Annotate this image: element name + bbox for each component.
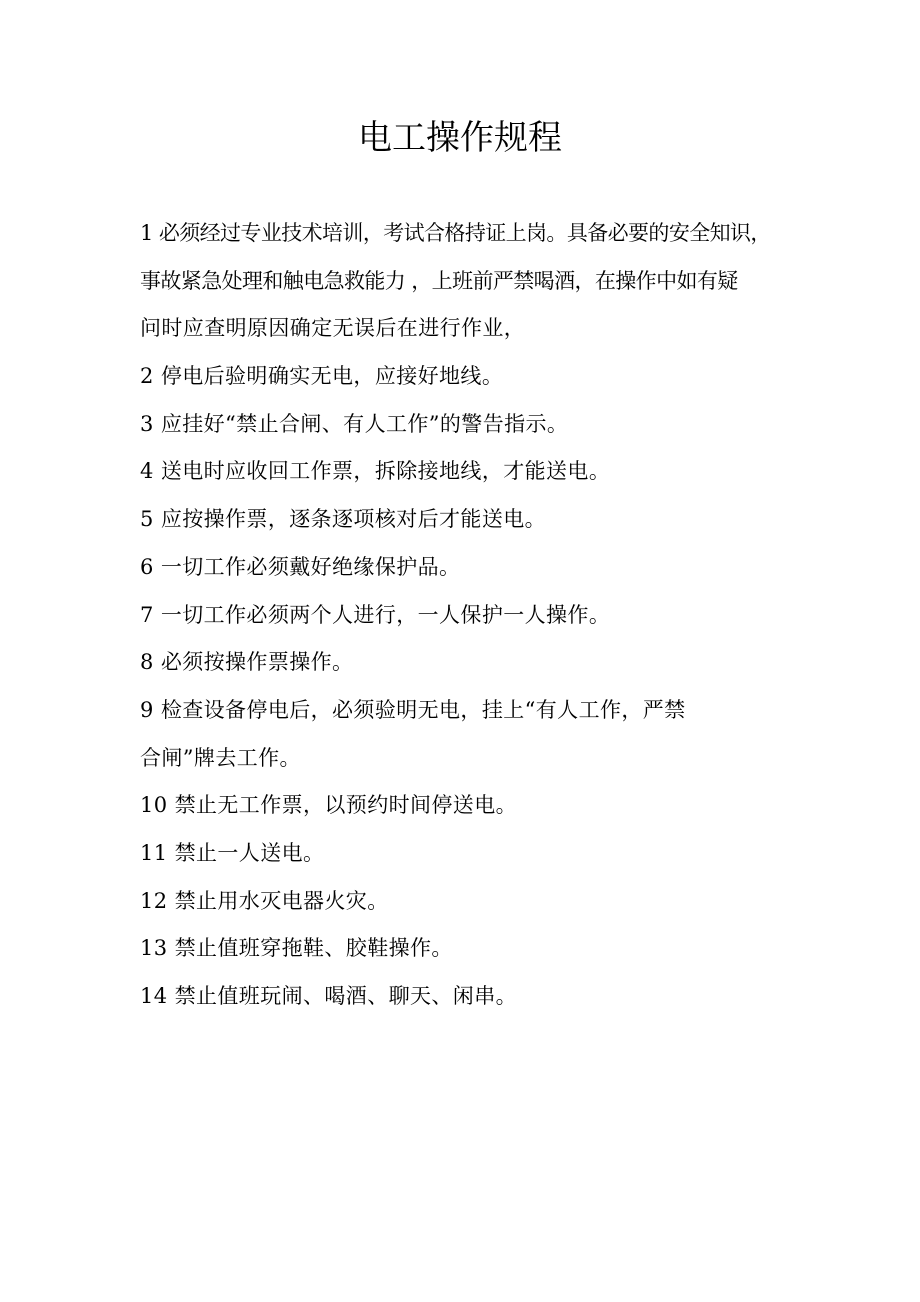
rule-item-3: [140, 401, 785, 449]
rule-item-8: [140, 639, 785, 687]
rule-item-13: [140, 925, 785, 973]
rule-item-6: [140, 544, 785, 592]
page-title: 电工操作规程: [358, 118, 562, 158]
rule-text-line: 事故紧急处理和触电急救能力 ，上班前严禁喝酒，在操作中如有疑: [140, 268, 738, 293]
rule-text-line: 3 应挂好“禁止合闸、有人工作”的警告指示。: [140, 411, 569, 436]
rule-item-4: [140, 448, 785, 496]
rule-text-line: 14 禁止值班玩闹、喝酒、聊天、闲串。: [140, 984, 517, 1008]
rule-text-line: 问时应查明原因确定无误后在进行作业，: [140, 316, 526, 341]
rule-item-9: [140, 687, 785, 782]
rule-text-line: 2 停电后验明确实无电，应接好地线。: [140, 364, 504, 389]
rule-text-line: 12 禁止用水灭电器火灾。: [140, 888, 389, 913]
rule-item-2: [140, 353, 785, 401]
rule-text-line: 6 一切工作必须戴好绝缘保护品。: [140, 554, 461, 579]
rule-text-line: 5 应按操作票，逐条逐项核对后才能送电。: [140, 507, 547, 532]
rule-text-line: 13 禁止值班穿拖鞋、胶鞋操作。: [140, 936, 453, 961]
rule-text-line: 10 禁止无工作票，以预约时间停送电。: [140, 793, 517, 818]
rule-text-line: 合闸”牌去工作。: [140, 745, 301, 770]
rule-item-11: [140, 830, 785, 878]
rule-text-line: 1 必须经过专业技术培训，考试合格持证上岗。具备必要的安全知识，: [140, 221, 771, 245]
rule-item-10: [140, 782, 785, 830]
rule-item-5: [140, 496, 785, 544]
rule-text-line: 7 一切工作必须两个人进行，一人保护一人操作。: [140, 602, 611, 627]
rule-text-line: 9 检查设备停电后，必须验明无电，挂上“有人工作，严禁: [140, 697, 686, 722]
rule-text-line: 11 禁止一人送电。: [140, 840, 325, 865]
rule-item-1: [140, 210, 785, 353]
rule-item-7: [140, 592, 785, 640]
rule-text-line: 4 送电时应收回工作票，拆除接地线，才能送电。: [140, 459, 611, 484]
rule-item-12: [140, 878, 785, 926]
rule-text-line: 8 必须按操作票操作。: [140, 650, 354, 675]
rule-item-14: [140, 973, 785, 1021]
rules-list: [140, 210, 785, 1021]
